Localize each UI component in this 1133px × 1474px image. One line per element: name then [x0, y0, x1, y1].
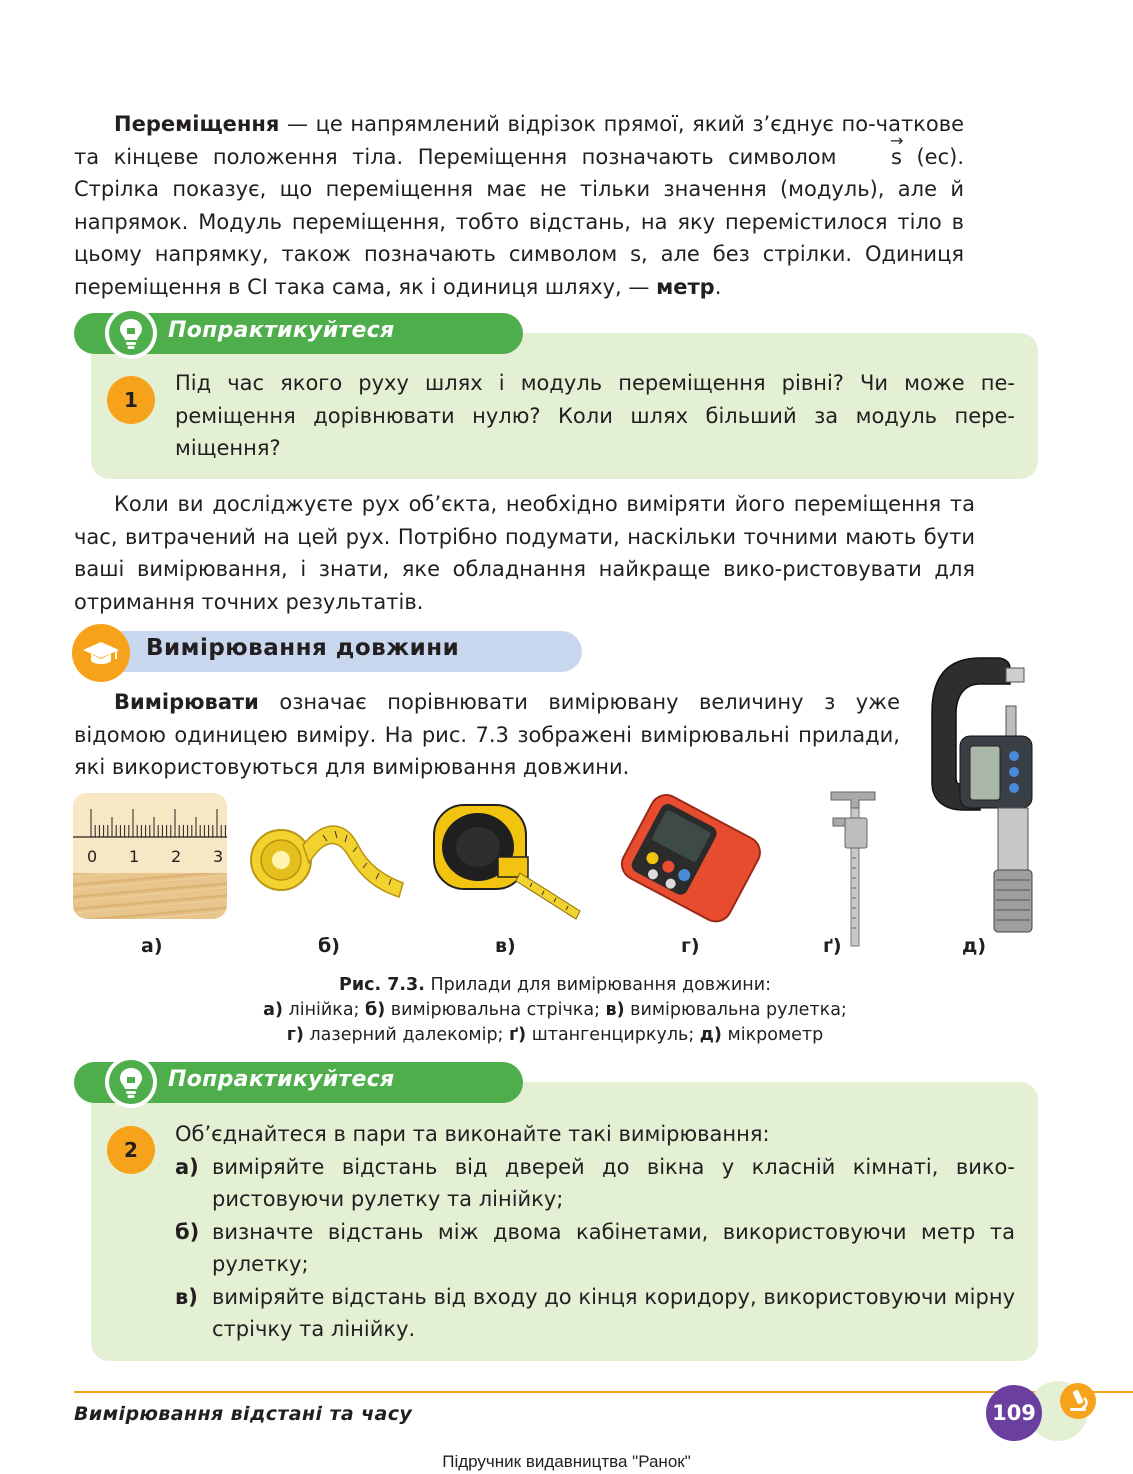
figure-label-a: а): [141, 935, 163, 957]
task-2-item-b: [175, 1216, 1015, 1281]
intro-text-1: — це напрямлений відрізок прямої, який з’єднує по-чаткове та кінцеве положення тіла. Переміщення позначають символом: [74, 112, 964, 169]
paragraph-2: Коли ви досліджуєте рух об’єкта, необхідно виміряти його переміщення та час, витрачений на цей рух. Потрібно подумати, наскільки точними мають бути ваші вимірювання, і знати, яке обладнання найкраще вико-ристовувати для отримання точних результатів.: [74, 492, 975, 614]
caption-item-v: вимірювальна рулетка;: [624, 1000, 847, 1020]
figure-label-d: д): [962, 935, 987, 957]
lightbulb-icon: [105, 307, 157, 359]
paragraph-3: [74, 686, 900, 784]
figure-caption: [120, 973, 990, 1048]
list-item-text: визначте відстань між двома кабінетами, використовуючи метр та рулетку;: [212, 1219, 1015, 1276]
term-displacement: Переміщення: [114, 112, 280, 136]
list-item-text: виміряйте відстань від входу до кінця коридору, використовуючи мірну стрічку та лінійку.: [212, 1284, 1015, 1341]
list-item-text: виміряйте відстань від дверей до вікна у класній кімнаті, вико-ристовуючи рулетку та лінійку;: [212, 1154, 1015, 1211]
caption-mark-v: в): [605, 1000, 625, 1020]
ruler-tick-3: 3: [213, 847, 224, 866]
caption-mark-h: г): [286, 1025, 304, 1045]
list-mark: б): [175, 1219, 200, 1244]
caption-mark-d: д): [699, 1025, 722, 1045]
task-2-intro: Об’єднайтеся в пари та виконайте такі вимірювання:: [175, 1122, 770, 1146]
ruler-tick-1: 1: [129, 847, 140, 866]
figure-label-b: б): [318, 935, 340, 957]
task-2-item-v: [175, 1281, 1015, 1346]
figure-label-h: г): [681, 935, 700, 957]
task-number-badge: 1: [107, 376, 155, 424]
ruler-image: [73, 793, 227, 919]
practice-label: Попрактикуйтеся: [168, 1067, 395, 1092]
paragraph-3-text: означає порівнювати вимірювану величину з уже відомою одиницею виміру. На рис. 7.3 зображені вимірювальні прилади, які використовуються для вимірювання довжини.: [74, 690, 900, 779]
caption-item-g: штангенциркуль;: [526, 1025, 700, 1045]
caption-item-b: вимірювальна стрічка;: [385, 1000, 606, 1020]
figure-label-v: в): [495, 935, 516, 957]
page-number: 109: [986, 1385, 1042, 1441]
caption-item-a: лінійка;: [282, 1000, 366, 1020]
caption-fig-number: Рис. 7.3.: [339, 975, 425, 995]
caption-title: Прилади для вимірювання довжини:: [424, 975, 771, 995]
footer-divider: [74, 1391, 1133, 1393]
intro-paragraph: [74, 108, 964, 303]
caption-mark-a: а): [263, 1000, 283, 1020]
list-mark: в): [175, 1284, 198, 1309]
caption-mark-b: б): [365, 1000, 386, 1020]
intro-end: .: [714, 274, 722, 299]
figure-label-g: ґ): [823, 935, 842, 957]
intro-text-2: (ес). Стрілка показує, що переміщення має не тільки значення (модуль), але й напрямок. Модуль переміщення, тобто відстань, на яку перемістилося тіло в цьому напрямку, також позначають символом s, але без стрілки. Одиниця переміщення в СІ така сама, як і одиниця шляху, —: [74, 144, 964, 299]
footer-chapter-title: Вимірювання відстані та часу: [74, 1403, 413, 1425]
practice-label: Попрактикуйтеся: [168, 318, 395, 343]
caption-mark-g: ґ): [509, 1025, 527, 1045]
ruler-tick-0: 0: [87, 847, 98, 866]
task-number-badge: 2: [107, 1126, 155, 1174]
microscope-icon: [1060, 1383, 1096, 1419]
tape-rule-image: [428, 795, 583, 925]
micrometer-image: [920, 652, 1040, 942]
term-metre: метр: [656, 274, 715, 299]
section-title: Вимірювання довжини: [146, 635, 460, 661]
task-2-text: [175, 1118, 1015, 1346]
task-2-item-a: [175, 1151, 1015, 1216]
ruler-tick-2: 2: [171, 847, 182, 866]
task-1-text: Під час якого руху шлях і модуль переміщення рівні? Чи може пе-реміщення дорівнювати нулю? Коли шлях більший за модуль пере-міщення?: [175, 371, 1015, 460]
graduation-cap-icon: [72, 624, 130, 682]
caption-item-d: мікрометр: [721, 1025, 824, 1045]
term-measure: Вимірювати: [114, 690, 259, 714]
laser-rangefinder-image: [608, 790, 773, 930]
lightbulb-icon: [105, 1056, 157, 1108]
publisher-note: Підручник видавництва "Ранок": [442, 1452, 691, 1471]
caliper-image: [825, 788, 885, 948]
list-mark: а): [175, 1154, 199, 1179]
measuring-tape-image: [243, 805, 408, 915]
caption-item-h: лазерний далекомір;: [303, 1025, 510, 1045]
vector-symbol: → s: [890, 130, 904, 169]
